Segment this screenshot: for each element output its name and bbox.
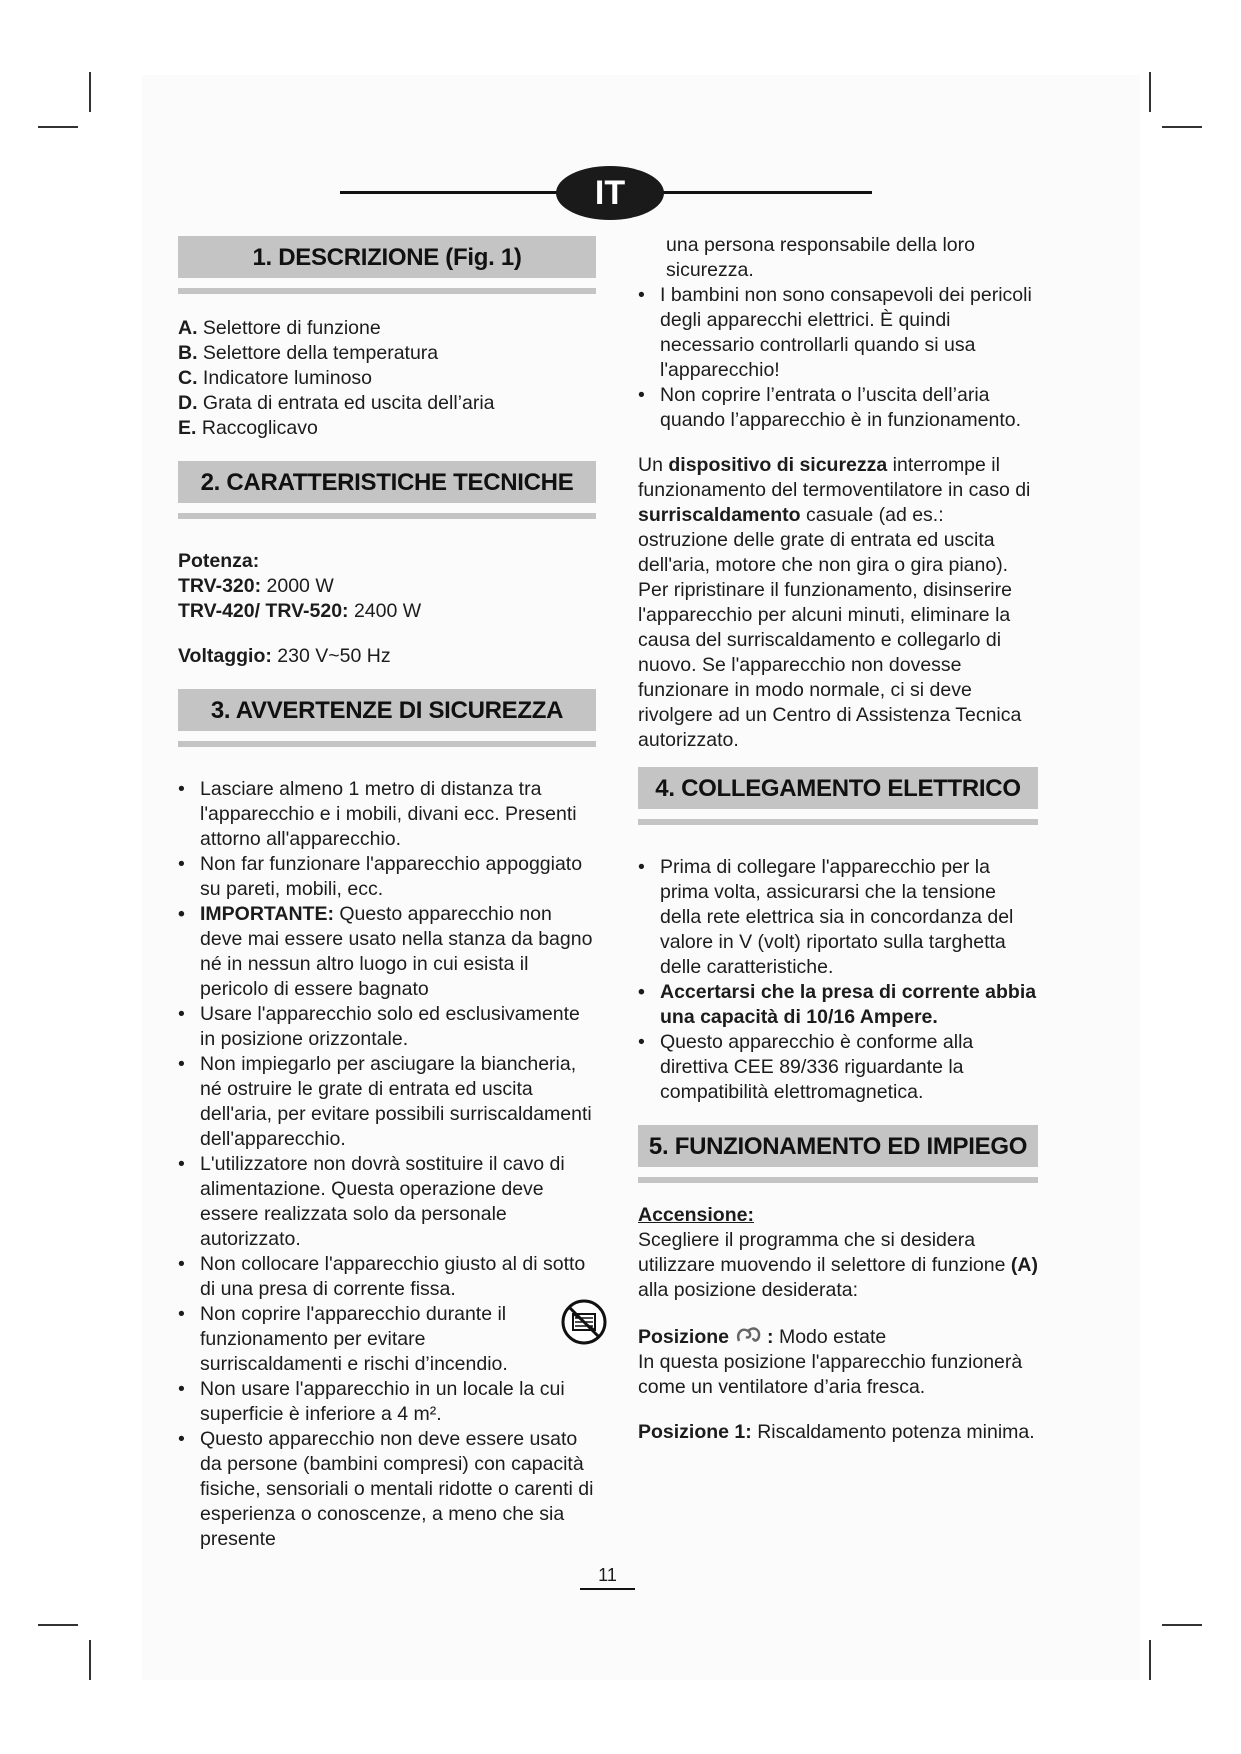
spec-voltaggio: Voltaggio: 230 V~50 Hz: [178, 645, 391, 667]
list-item: A. Selettore di funzione: [178, 317, 381, 339]
warnings-list-continued: [638, 283, 1038, 433]
potenza-label: Potenza:: [178, 550, 260, 572]
list-item: • Non impiegarlo per asciugare la biancheria, né ostruire le grate di entrata ed uscita dell'aria, per evitare possibili surriscaldamenti dell'apparecchio.: [178, 1053, 592, 1150]
list-item: • Questo apparecchio non deve essere usato da persone (bambini compresi) con capacità fisiche, sensoriali o mentali ridotte o carenti di esperienza o conoscenze, a meno che sia presente: [178, 1428, 594, 1550]
section-collegamento: [638, 767, 1038, 825]
list-item: • IMPORTANTE: Questo apparecchio non deve mai essere usato nella stanza da bagno né in nessun altro luogo in cui esista il pericolo di essere bagnato: [178, 903, 593, 1000]
crop-mark: [1149, 1640, 1151, 1680]
posizione-fan-text: In questa posizione l'apparecchio funzionerà come un ventilatore d’aria fresca.: [638, 1351, 1023, 1398]
section-title: 2. CARATTERISTICHE TECNICHE: [178, 461, 596, 503]
list-item: C. Indicatore luminoso: [178, 367, 373, 389]
crop-mark: [1162, 1624, 1202, 1626]
section-rule: [178, 741, 596, 747]
list-item: • L'utilizzatore non dovrà sostituire il cavo di alimentazione. Questa operazione deve essere realizzata solo da personale autorizzato.: [178, 1153, 565, 1250]
section-rule: [638, 1177, 1038, 1183]
list-item: • Accertarsi che la presa di corrente abbia una capacità di 10/16 Ampere.: [638, 981, 1037, 1028]
section-title: 3. AVVERTENZE DI SICUREZZA: [178, 689, 596, 731]
header-rule-right: [660, 191, 872, 194]
page-number: 11: [580, 1565, 635, 1590]
list-item: • Non far funzionare l'apparecchio appoggiato su pareti, mobili, ecc.: [178, 853, 583, 900]
list-item: • Lasciare almeno 1 metro di distanza tra l'apparecchio e i mobili, divani ecc. Presenti attorno all'apparecchio.: [178, 778, 577, 850]
crop-mark: [38, 1624, 78, 1626]
list-item: D. Grata di entrata ed uscita dell’aria: [178, 392, 495, 414]
section-rule: [638, 819, 1038, 825]
posizione-1: Posizione 1: Riscaldamento potenza minima.: [638, 1421, 1035, 1443]
crop-mark: [1149, 72, 1151, 112]
section-funzionamento: [638, 1125, 1038, 1183]
crop-mark: [89, 72, 91, 112]
fan-icon: [733, 1323, 763, 1347]
parts-list: [178, 316, 596, 441]
list-item: • Non collocare l'apparecchio giusto al di sotto di una presa di corrente fissa.: [178, 1253, 586, 1300]
warnings-list: [178, 777, 596, 1552]
section-title: 4. COLLEGAMENTO ELETTRICO: [638, 767, 1038, 809]
posizione-fan-heading: Posizione : Modo estate: [638, 1323, 1038, 1350]
section-caratteristiche: [178, 461, 596, 519]
right-column: [638, 233, 1038, 1445]
safety-device-paragraph: Un dispositivo di sicurezza interrompe il funzionamento del termoventilatore in caso di surriscaldamento casuale (ad es.: ostruzione delle grate di entrata ed uscita dell'aria, motore che non gira o gira piano). Per ripristinare il funzionamento, disinserire l'apparecchio per alcuni minuti, eliminare la causa del surriscaldamento e collegarlo di nuovo. Se l'apparecchio non dovesse funzionare in modo normale, ci si deve rivolgere ad un Centro di Assistenza Tecnica autorizzato.: [638, 454, 1031, 751]
list-item: • Non usare l'apparecchio in un locale la cui superficie è inferiore a 4 m².: [178, 1378, 565, 1425]
spec-trv320: TRV-320: 2000 W: [178, 575, 334, 597]
spec-trv420: TRV-420/ TRV-520: 2400 W: [178, 600, 422, 622]
list-item: • Non coprire l’entrata o l’uscita dell’aria quando l’apparecchio è in funzionamento.: [638, 384, 1022, 431]
section-title: 1. DESCRIZIONE (Fig. 1): [178, 236, 596, 278]
section-rule: [178, 288, 596, 294]
list-item: • Usare l'apparecchio solo ed esclusivamente in posizione orizzontale.: [178, 1003, 580, 1050]
section-descrizione: [178, 236, 596, 294]
section-avvertenze: [178, 689, 596, 747]
list-item: E. Raccoglicavo: [178, 417, 318, 439]
crop-mark: [38, 126, 78, 128]
header-rule-left: [340, 191, 562, 194]
section-title: 5. FUNZIONAMENTO ED IMPIEGO: [638, 1125, 1038, 1167]
crop-mark: [89, 1640, 91, 1680]
electrical-list: [638, 855, 1038, 1105]
list-item: • Questo apparecchio è conforme alla direttiva CEE 89/336 riguardante la compatibilità elettromagnetica.: [638, 1031, 974, 1103]
crop-mark: [1162, 126, 1202, 128]
do-not-cover-icon: [560, 1298, 608, 1346]
warning-continued: una persona responsabile della loro sicurezza.: [666, 234, 975, 281]
list-item: • Non coprire l'apparecchio durante il funzionamento per evitare surriscaldamenti e rischi d’incendio.: [178, 1302, 596, 1377]
list-item: B. Selettore della temperatura: [178, 342, 439, 364]
list-item: • I bambini non sono consapevoli dei pericoli degli apparecchi elettrici. È quindi necessario controllarli quando si usa l'apparecchio!: [638, 284, 1032, 381]
accensione-text: Scegliere il programma che si desidera utilizzare muovendo il selettore di funzione (A) alla posizione desiderata:: [638, 1229, 1038, 1301]
left-column: [178, 236, 596, 1552]
section-rule: [178, 513, 596, 519]
language-badge: IT: [556, 166, 664, 220]
list-item: • Prima di collegare l'apparecchio per la prima volta, assicurarsi che la tensione della rete elettrica sia in concordanza del valore in V (volt) riportato sulla targhetta delle caratteristiche.: [638, 856, 1014, 978]
accensione-heading: Accensione:: [638, 1204, 754, 1226]
